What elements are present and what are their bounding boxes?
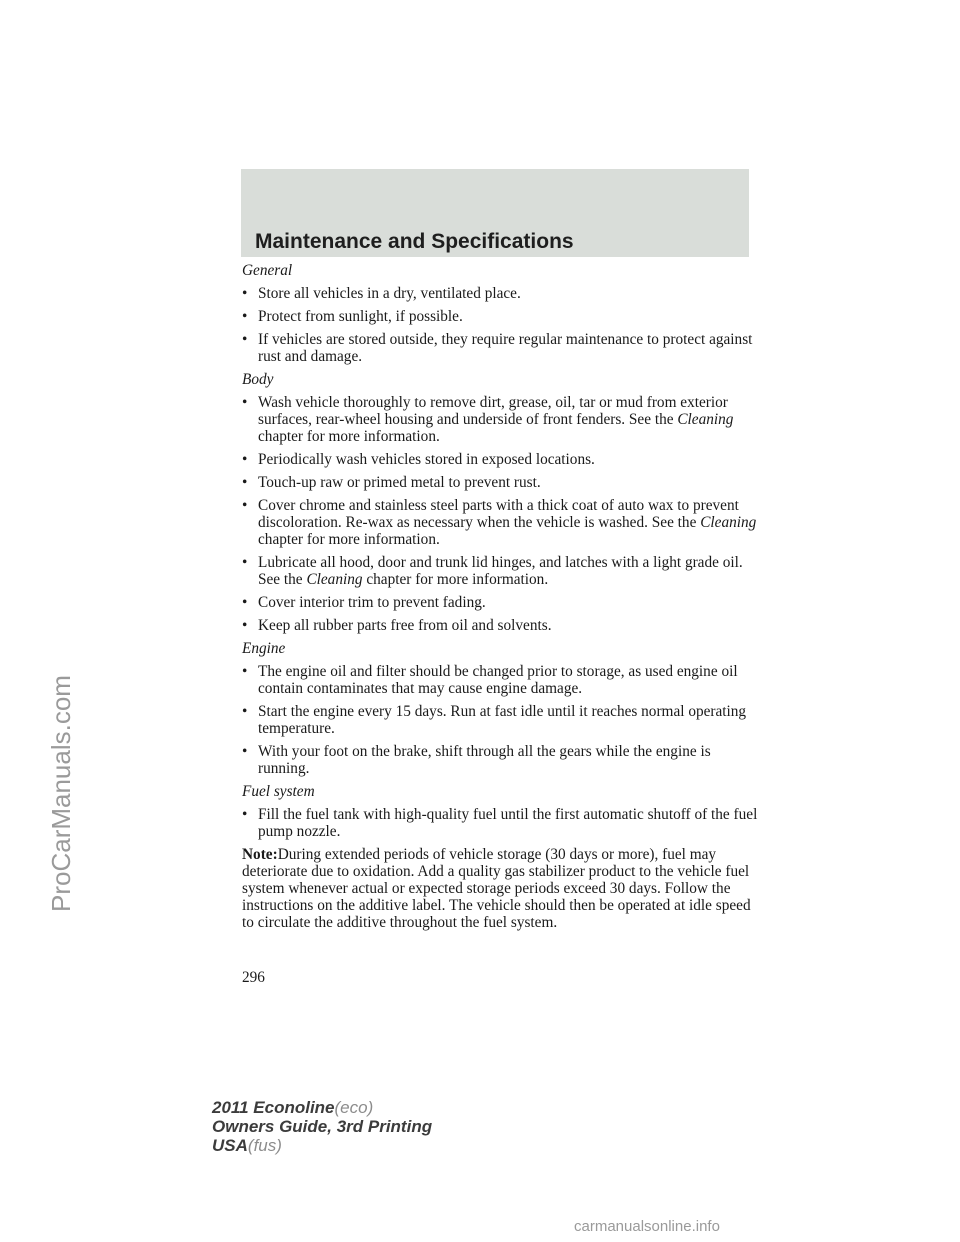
footer-line-market: USA(fus): [212, 1136, 282, 1155]
bullet: •: [242, 451, 248, 468]
section-title: Maintenance and Specifications: [255, 230, 574, 253]
bullet: •: [242, 617, 248, 634]
list-item: • With your foot on the brake, shift through all the gears while the engine is running.: [242, 743, 711, 777]
bullet: •: [242, 703, 248, 720]
document-footer: [212, 1098, 432, 1155]
bullet: •: [242, 497, 248, 514]
footer-line-guide: Owners Guide, 3rd Printing: [212, 1117, 433, 1136]
list-item: • Cover chrome and stainless steel parts with a thick coat of auto wax to prevent discoloration. Re-wax as necessary when the vehicle is washed. See the Cleaning chapter for more information.: [242, 497, 757, 548]
footer-line-model: 2011 Econoline(eco): [212, 1098, 374, 1117]
subheading-general: General: [242, 262, 293, 279]
list-item: • Periodically wash vehicles stored in exposed locations.: [242, 451, 595, 468]
list-item: • If vehicles are stored outside, they require regular maintenance to protect against rust and damage.: [242, 331, 753, 365]
subheading-fuel-system: Fuel system: [242, 783, 315, 800]
subheading-body: Body: [242, 371, 274, 388]
note-label: Note:: [242, 846, 278, 863]
bullet: •: [242, 285, 248, 302]
list-item: • Wash vehicle thoroughly to remove dirt, grease, oil, tar or mud from exterior surfaces, rear-wheel housing and underside of front fenders. See the Cleaning chapter for more information.: [242, 394, 734, 445]
side-watermark: ProCarManuals.com: [46, 675, 76, 912]
list-item: • Fill the fuel tank with high-quality fuel until the first automatic shutoff of the fuel pump nozzle.: [242, 806, 758, 840]
list-item: • Store all vehicles in a dry, ventilated place.: [242, 285, 521, 302]
bullet: •: [242, 743, 248, 760]
chapter-reference: Cleaning: [700, 514, 757, 531]
list-item: • Touch-up raw or primed metal to prevent rust.: [242, 474, 541, 491]
list-item: • Lubricate all hood, door and trunk lid hinges, and latches with a light grade oil. See the Cleaning chapter for more information.: [242, 554, 743, 588]
bullet: •: [242, 331, 248, 348]
bullet: •: [242, 594, 248, 611]
bullet: •: [242, 308, 248, 325]
note-text: During extended periods of vehicle storage (30 days or more), fuel may deteriorate due to oxidation. Add a quality gas stabilizer product to the vehicle fuel system whenever actual or expected storage periods exceed 30 days. Follow the instructions on the additive label. The vehicle should then be operated at idle speed to circulate the additive throughout the fuel system.: [242, 846, 751, 931]
list-item: • The engine oil and filter should be changed prior to storage, as used engine oil contain contaminates that may cause engine damage.: [242, 663, 738, 697]
bottom-watermark: carmanualsonline.info: [574, 1218, 720, 1235]
bullet: •: [242, 394, 248, 411]
chapter-reference: Cleaning: [306, 571, 363, 588]
list-item: • Protect from sunlight, if possible.: [242, 308, 463, 325]
bullet: •: [242, 806, 248, 823]
page-content: [242, 262, 762, 937]
chapter-reference: Cleaning: [677, 411, 734, 428]
list-item: • Cover interior trim to prevent fading.: [242, 594, 486, 611]
page-number: 296: [242, 969, 265, 986]
bullet: •: [242, 474, 248, 491]
list-item: • Start the engine every 15 days. Run at fast idle until it reaches normal operating temperature.: [242, 703, 747, 737]
section-header-band: [241, 169, 749, 257]
storage-note: [242, 846, 762, 931]
list-item: • Keep all rubber parts free from oil and solvents.: [242, 617, 552, 634]
bullet: •: [242, 663, 248, 680]
subheading-engine: Engine: [242, 640, 286, 657]
bullet: •: [242, 554, 248, 571]
